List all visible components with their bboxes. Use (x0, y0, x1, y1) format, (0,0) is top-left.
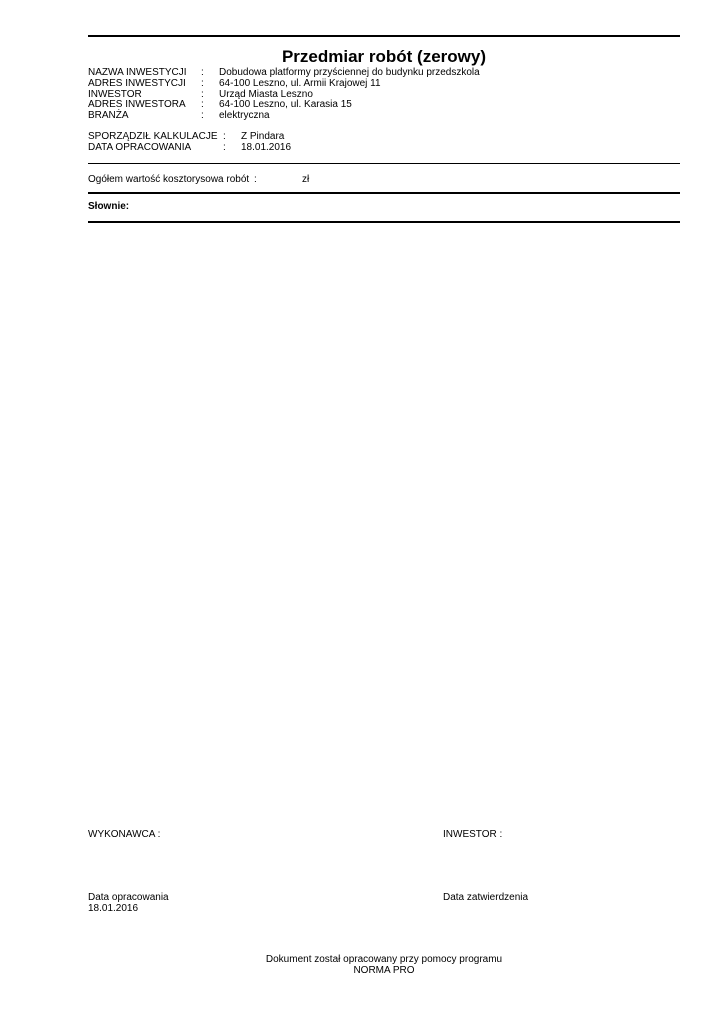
investor-address-label: ADRES INWESTORA (88, 99, 186, 110)
approval-date-label: Data zatwierdzenia (443, 892, 529, 903)
prepared-by-value: Z Pindara (241, 131, 285, 142)
investor-sep: : (201, 89, 204, 100)
total-value-label: Ogółem wartość kosztorysowa robót (88, 174, 250, 185)
section-divider-2 (88, 192, 680, 194)
preparation-date-label: Data opracowania (88, 892, 169, 903)
prepared-by-label: SPORZĄDZIŁ KALKULACJE (88, 131, 218, 142)
investor-label: INWESTOR (88, 89, 142, 100)
total-currency: zł (302, 174, 310, 185)
investment-name-label: NAZWA INWESTYCJI (88, 67, 187, 78)
section-divider-1 (88, 163, 680, 164)
investor-address-sep: : (201, 99, 204, 110)
industry-label: BRANŻA (88, 110, 129, 121)
investor-value: Urząd Miasta Leszno (219, 89, 313, 100)
prepared-by-sep: : (223, 131, 226, 142)
investment-name-sep: : (201, 67, 204, 78)
prep-date-sep: : (223, 142, 226, 153)
section-divider-3 (88, 221, 680, 223)
investor-address-value: 64-100 Leszno, ul. Karasia 15 (219, 99, 352, 110)
investment-address-label: ADRES INWESTYCJI (88, 78, 186, 89)
top-divider (88, 35, 680, 37)
total-value-sep: : (254, 174, 257, 185)
investment-address-value: 64-100 Leszno, ul. Armii Krajowej 11 (219, 78, 381, 89)
investment-name-value: Dobudowa platformy przyściennej do budynku przedszkola (219, 67, 480, 78)
document-title: Przedmiar robót (zerowy) (281, 47, 487, 66)
prep-date-value: 18.01.2016 (241, 142, 292, 153)
investment-address-sep: : (201, 78, 204, 89)
footer-line-1: Dokument został opracowany przy pomocy programu (265, 954, 503, 965)
contractor-label: WYKONAWCA : (88, 829, 161, 840)
investor-signature-label: INWESTOR : (443, 829, 503, 840)
amount-in-words-label: Słownie: (88, 201, 130, 212)
industry-sep: : (201, 110, 204, 121)
industry-value: elektryczna (219, 110, 270, 121)
preparation-date-value: 18.01.2016 (88, 903, 139, 914)
footer-line-2: NORMA PRO (353, 965, 415, 976)
prep-date-label: DATA OPRACOWANIA (88, 142, 192, 153)
